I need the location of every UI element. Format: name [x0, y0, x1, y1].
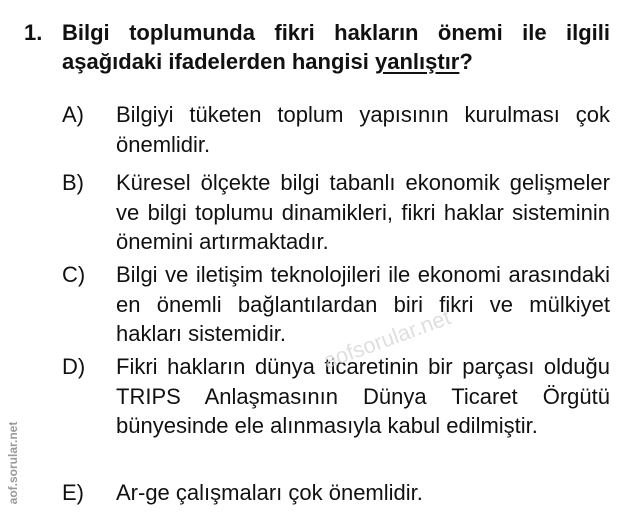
option-e-letter: E) — [62, 480, 84, 505]
option-c-text: Bilgi ve iletişim teknolojileri ile ekonomi arasındaki en önemli bağlantılardan biri fikri ve mülkiyet hakları sistemidir. — [116, 262, 610, 346]
option-b[interactable] — [62, 168, 610, 257]
question-stem — [62, 18, 610, 76]
question-number: 1. — [24, 20, 43, 45]
option-a-letter: A) — [62, 102, 84, 127]
option-b-letter: B) — [62, 170, 84, 195]
option-a[interactable] — [62, 100, 610, 159]
option-e-text: Ar-ge çalışmaları çok önemlidir. — [116, 480, 423, 505]
option-d-text: Fikri hakların dünya ticaretinin bir parçası olduğu TRIPS Anlaşmasının Dünya Ticaret Örgütü bünyesinde ele alınmasıyla kabul edilmiştir. — [116, 354, 610, 438]
stem-emphasis: yanlıştır — [375, 49, 460, 74]
option-c[interactable] — [62, 260, 610, 349]
stem-text: Bilgi toplumunda fikri hakların önemi ile ilgili aşağıdaki ifadelerden hangisi — [62, 20, 610, 74]
option-c-letter: C) — [62, 262, 86, 287]
stem-suffix: ? — [459, 49, 473, 74]
watermark-diagonal: aofsorular.net — [320, 304, 454, 374]
option-b-text: Küresel ölçekte bilgi tabanlı ekonomik gelişmeler ve bilgi toplumu dinamikleri, fikri haklar sisteminin önemini artırmaktadır. — [116, 170, 610, 254]
option-d-letter: D) — [62, 354, 86, 379]
watermark-vertical: aof.sorular.net — [6, 421, 20, 505]
option-e[interactable] — [62, 478, 610, 508]
option-a-text: Bilgiyi tüketen toplum yapısının kurulması çok önemlidir. — [116, 102, 610, 157]
